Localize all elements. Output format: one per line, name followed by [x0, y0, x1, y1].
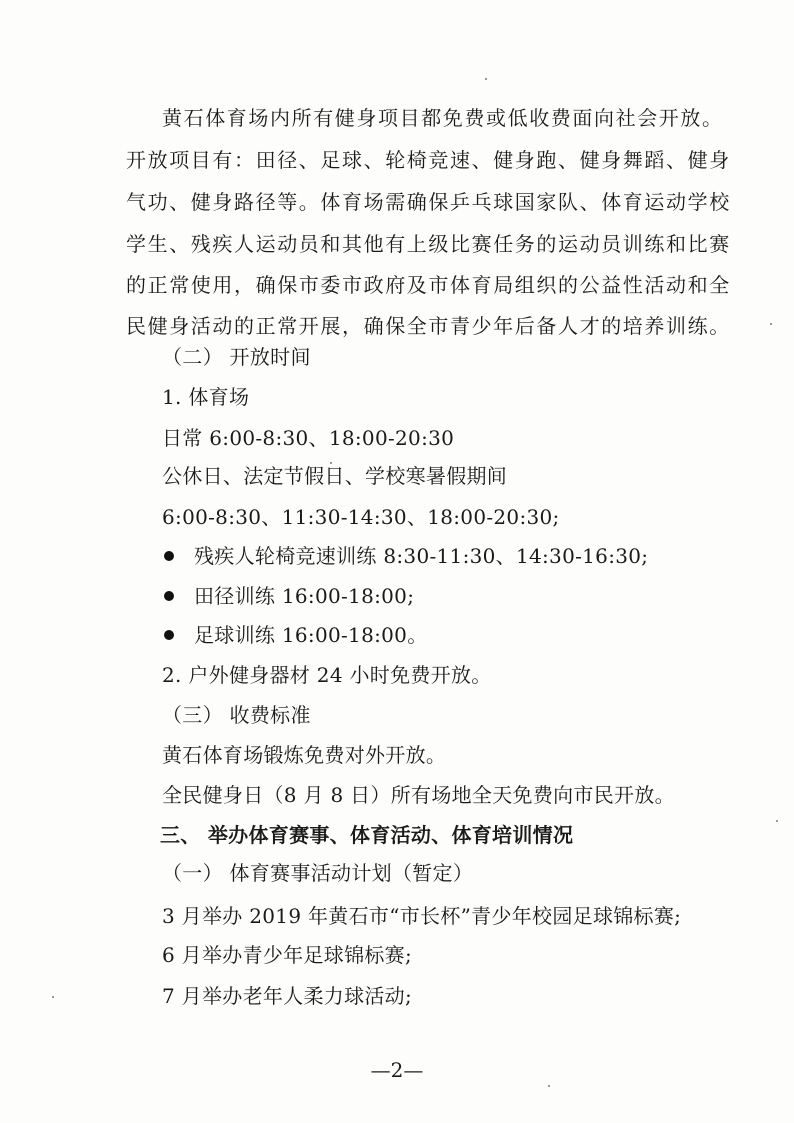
bullet-item: 残疾人轮椅竞速训练 8:30-11:30、14:30-16:30;: [194, 544, 649, 568]
scan-speck: [485, 78, 487, 80]
paragraph-line: 的正常使用，确保市委市政府及市体育局组织的公益性活动和全: [126, 273, 731, 297]
bullet-item: 田径训练 16:00-18:00;: [194, 584, 415, 608]
holidays-hours: 6:00-8:30、11:30-14:30、18:00-20:30;: [162, 505, 560, 529]
section-heading-fees: （三） 收费标准: [162, 703, 311, 727]
bullet-icon: [164, 630, 174, 640]
paragraph-line: 黄石体育场内所有健身项目都免费或低收费面向社会开放。: [162, 106, 724, 130]
holidays-label: 公休日、法定节假日、学校寒暑假期间: [162, 464, 508, 488]
scan-speck: [330, 462, 332, 464]
plan-item: 7 月举办老年人柔力球活动;: [162, 984, 413, 1008]
scan-speck: [776, 820, 778, 822]
plan-item: 6 月举办青少年足球锦标赛;: [162, 943, 413, 967]
bullet-item: 足球训练 16:00-18:00。: [194, 623, 428, 647]
section-heading-open-time: （二） 开放时间: [162, 345, 311, 369]
item-stadium: 1. 体育场: [162, 385, 250, 409]
item-outdoor-equipment: 2. 户外健身器材 24 小时免费开放。: [162, 663, 492, 687]
section-heading-three: 三、 举办体育赛事、体育活动、体育培训情况: [160, 823, 574, 847]
fees-line: 全民健身日（8 月 8 日）所有场地全天免费向市民开放。: [162, 783, 675, 807]
bullet-icon: [164, 591, 174, 601]
section-heading-plan: （一） 体育赛事活动计划（暂定）: [162, 861, 474, 885]
plan-item: 3 月举办 2019 年黄石市“市长杯”青少年校园足球锦标赛;: [162, 904, 682, 928]
scan-speck: [770, 323, 772, 325]
scan-speck: [548, 1085, 550, 1087]
daily-hours: 日常 6:00-8:30、18:00-20:30: [162, 426, 455, 450]
paragraph-line: 开放项目有：田径、足球、轮椅竞速、健身跑、健身舞蹈、健身: [126, 148, 731, 172]
page-number: —2—: [370, 1058, 424, 1082]
fees-line: 黄石体育场锻炼免费对外开放。: [162, 743, 447, 767]
paragraph-line: 民健身活动的正常开展，确保全市青少年后备人才的培养训练。: [126, 314, 731, 338]
scan-speck: [52, 996, 54, 998]
bullet-icon: [164, 551, 174, 561]
paragraph-line: 学生、残疾人运动员和其他有上级比赛任务的运动员训练和比赛: [126, 232, 731, 256]
paragraph-line: 气功、健身路径等。体育场需确保乒乓球国家队、体育运动学校: [126, 190, 731, 214]
